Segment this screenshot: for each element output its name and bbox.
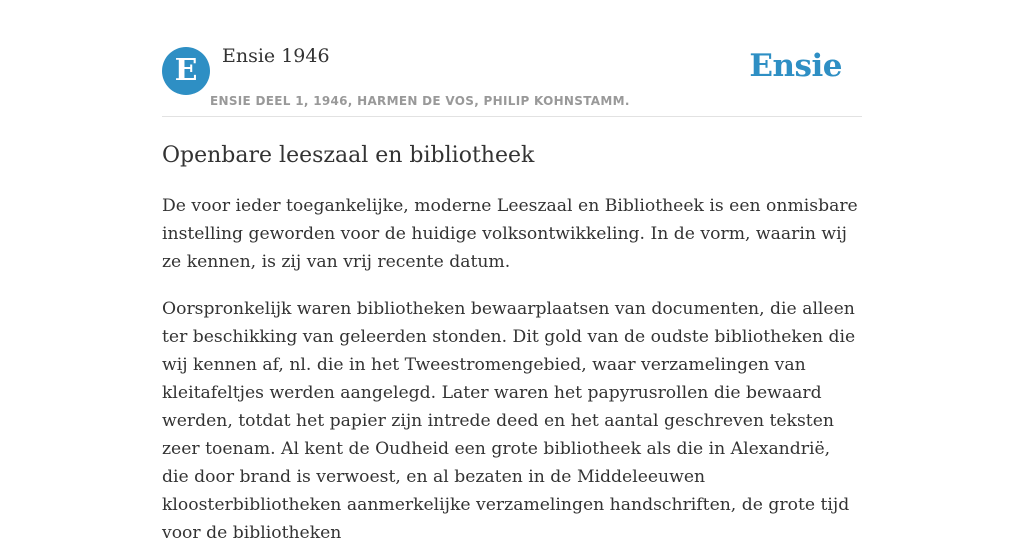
article-title: Openbare leeszaal en bibliotheek	[162, 143, 535, 168]
source-subtitle: ENSIE DEEL 1, 1946, HARMEN DE VOS, PHILIP KOHNSTAMM.	[210, 94, 630, 108]
site-header	[162, 0, 862, 117]
content-column	[162, 0, 862, 547]
article-paragraph: De voor ieder toegankelijke, moderne Leeszaal en Bibliotheek is een onmisbare instelling geworden voor de huidige volksontwikkeling. In de vorm, waarin wij ze kennen, is zij van vrij recente datum.	[162, 196, 858, 272]
site-title-link[interactable]: Ensie 1946	[222, 45, 330, 67]
logo-icon[interactable]: E	[162, 47, 210, 95]
article-paragraph: Oorspronkelijk waren bibliotheken bewaarplaatsen van documenten, die alleen ter beschikking van geleerden stonden. Dit gold van de oudste bibliotheken die wij kennen af, nl. die in het Tweestromengebied, waar verzamelingen van kleitafeltjes werden aangelegd. Later waren het papyrusrollen die bewaard werden, totdat het papier zijn intrede deed en het aantal geschreven teksten zeer toenam. Al kent de Oudheid een grote bibliotheek als die in Alexandrië, die door brand is verwoest, en al bezaten in de Middeleeuwen kloosterbibliotheken aanmerkelijke verzamelingen handschriften, de grote tijd voor de bibliotheken	[162, 299, 856, 543]
brand-logo-link[interactable]: Ensie	[749, 48, 842, 84]
